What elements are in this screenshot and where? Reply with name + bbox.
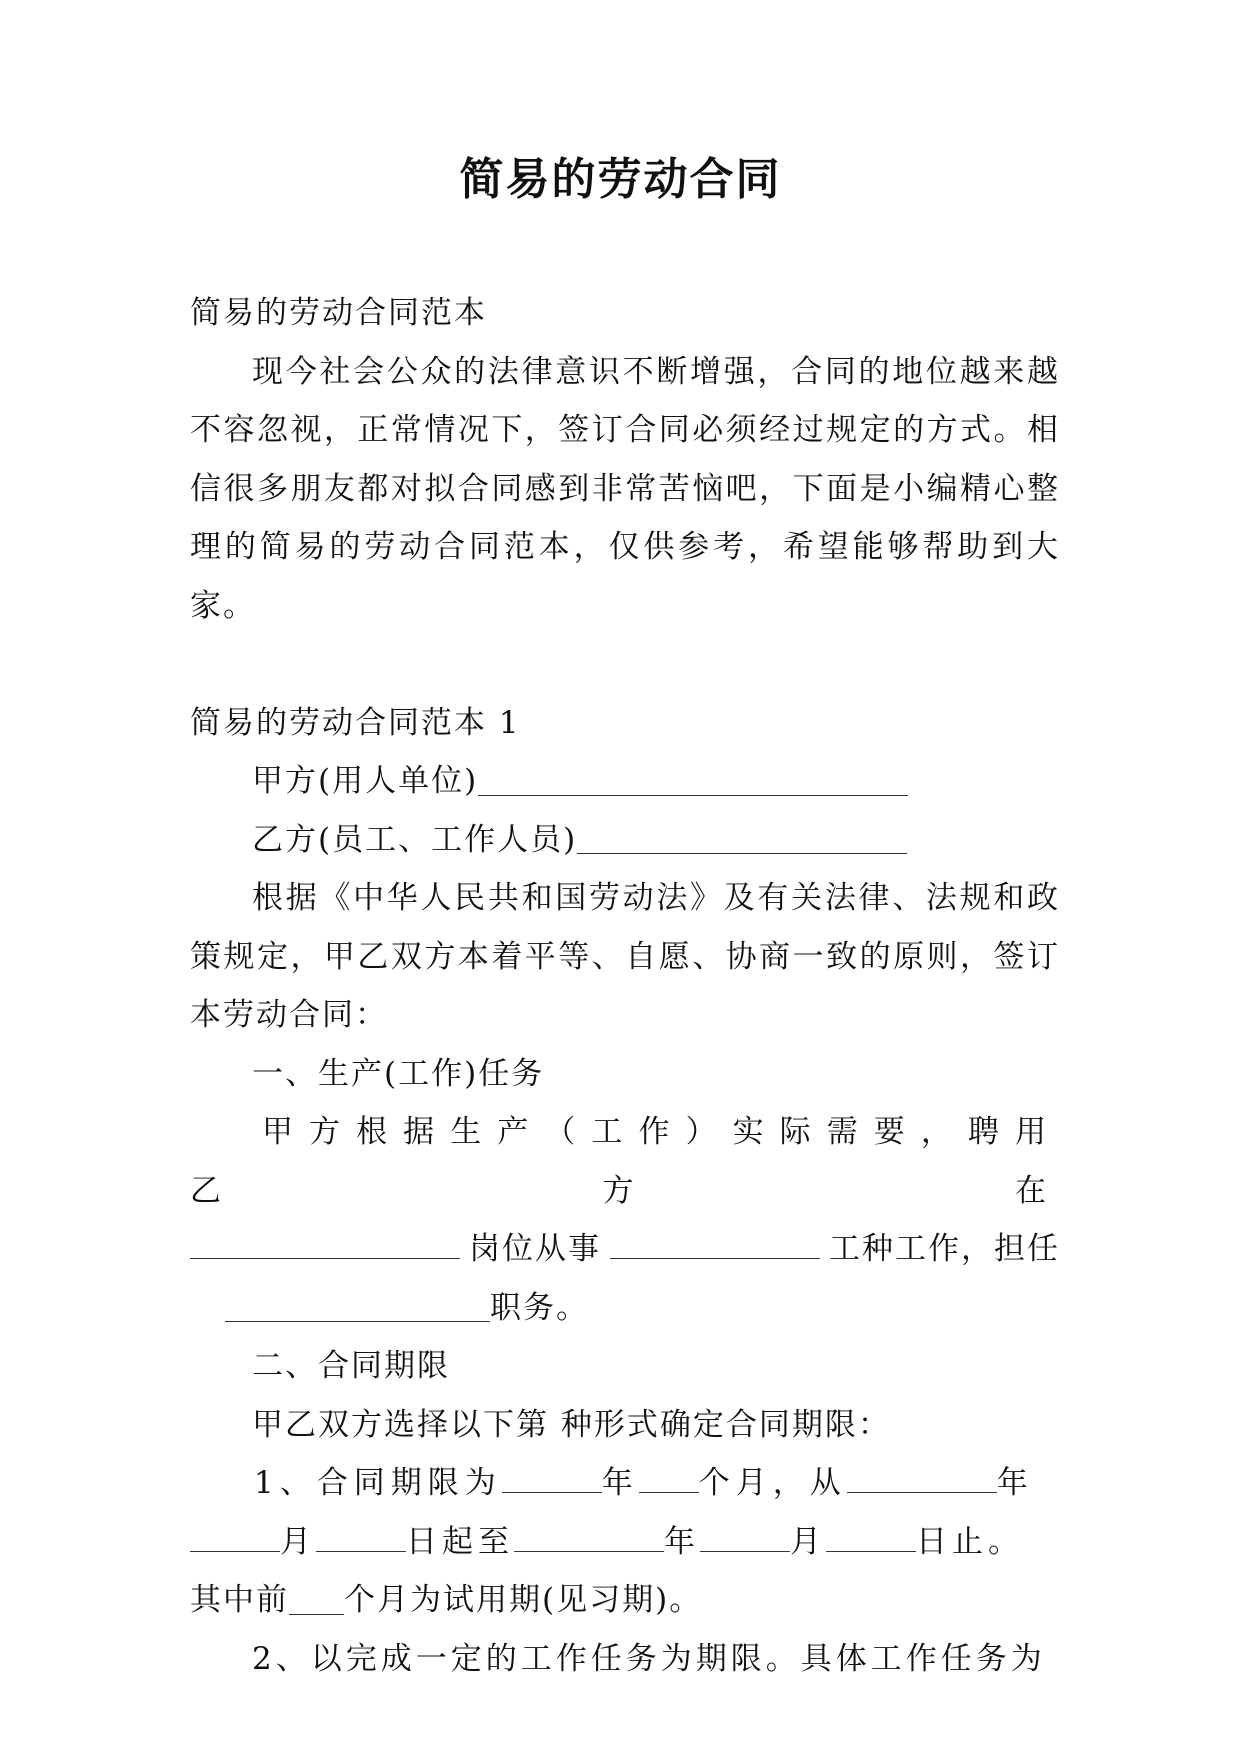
start-month-label: 月	[280, 1523, 316, 1560]
start-day-blank	[316, 1516, 406, 1551]
end-day-label: 日止。	[916, 1523, 1024, 1560]
end-year-label: 年	[664, 1523, 700, 1560]
probation-blank	[289, 1580, 344, 1615]
party-a-line	[190, 752, 1060, 811]
clause1-line1: 甲方根据生产（工作）实际需要，聘用乙方在	[190, 1114, 1060, 1209]
end-day-blank	[826, 1516, 916, 1551]
term1-line2	[190, 1513, 1150, 1572]
party-b-label: 乙方(员工、工作人员)	[252, 821, 578, 858]
preamble-paragraph: 根据《中华人民共和国劳动法》及有关法律、法规和政策规定，甲乙双方本着平等、自愿、协商一致的原则，签订本劳动合同：	[190, 880, 1060, 1033]
party-b-blank	[577, 819, 907, 854]
job-post-blank	[190, 1224, 460, 1259]
clause2-intro: 甲乙双方选择以下第 种形式确定合同期限：	[252, 1406, 891, 1443]
document-title: 简易的劳动合同	[459, 154, 782, 205]
years-blank	[502, 1458, 602, 1493]
term1-line3	[190, 1571, 1060, 1630]
months-blank	[639, 1458, 699, 1493]
probation-label: 个月为试用期(见习期)。	[344, 1582, 703, 1618]
job-title-blank	[225, 1287, 490, 1322]
term1-label: 1、合同期限为	[254, 1465, 502, 1501]
intro-paragraph: 现今社会公众的法律意识不断增强，合同的地位越来越不容忽视，正常情况下，签订合同必须经过规定的方式。相信很多朋友都对拟合同感到非常苦恼吧，下面是小编精心整理的简易的劳动合同范本，仅供参考，希望能够帮助到大家。	[190, 353, 1060, 624]
document-body	[190, 284, 1060, 1688]
term2-line: 2、以完成一定的工作任务为期限。具体工作任务为	[252, 1640, 1046, 1677]
document-subtitle: 简易的劳动合同范本	[190, 295, 487, 331]
clause1-line3	[190, 1279, 1060, 1338]
year-label: 年	[601, 1465, 639, 1501]
party-a-label: 甲方(用人单位)	[252, 763, 479, 799]
clause1-line2	[190, 1220, 1060, 1279]
job-type-blank	[610, 1224, 820, 1259]
end-year-blank	[514, 1516, 664, 1551]
start-year-blank	[847, 1458, 997, 1493]
end-month-label: 月	[790, 1523, 826, 1560]
start-day-label: 日起至	[406, 1523, 514, 1560]
clause1-type-label: 工种工作，担任	[829, 1231, 1060, 1267]
end-month-blank	[700, 1516, 790, 1551]
clause2-heading: 二、合同期限	[252, 1348, 450, 1384]
month-from-label: 个月，从	[698, 1465, 847, 1501]
clause1-heading: 一、生产(工作)任务	[252, 1055, 545, 1092]
clause1-duty-label: 职务。	[490, 1289, 589, 1326]
start-month-blank	[190, 1516, 280, 1551]
probation-lead-label: 其中前	[190, 1582, 289, 1618]
term1-line1	[190, 1454, 1060, 1513]
party-a-blank	[478, 761, 908, 796]
start-year-label: 年	[996, 1465, 1034, 1501]
party-b-line	[190, 811, 1060, 870]
clause1-post-label: 岗位从事	[469, 1231, 601, 1267]
section-heading: 简易的劳动合同范本 1	[190, 704, 521, 741]
paragraph-gap	[190, 635, 1060, 694]
